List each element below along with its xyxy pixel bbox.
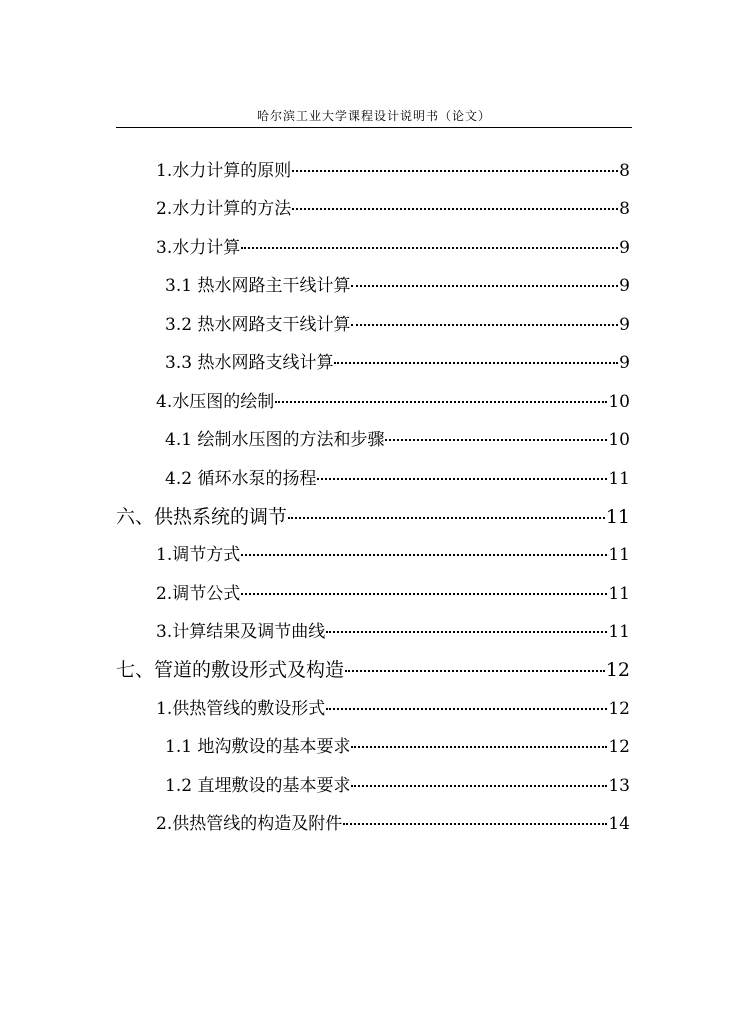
toc-leader-dots [241,554,607,556]
toc-entry-title: 3.3 热水网路支线计算 [165,353,334,373]
toc-entry[interactable] [165,312,630,338]
toc-entry[interactable] [165,273,630,299]
toc-entry-title: 3.水力计算 [156,238,241,258]
toc-entry[interactable] [165,427,630,453]
toc-leader-dots [241,593,607,595]
toc-entry[interactable] [156,389,630,415]
toc-entry-title: 六、供热系统的调节 [116,506,288,528]
toc-entry[interactable] [116,657,630,683]
toc-entry[interactable] [165,466,630,492]
toc-leader-dots [292,208,618,210]
toc-entry-page: 9 [619,238,630,258]
toc-entry[interactable] [156,158,630,184]
toc-entry[interactable] [156,581,630,607]
toc-entry-title: 1.水力计算的原则 [156,161,292,181]
toc-entry-page: 12 [608,699,630,719]
toc-entry-page: 9 [619,315,630,335]
toc-entry-title: 4.水压图的绘制 [156,392,275,412]
toc-entry-page: 8 [619,199,630,219]
toc-leader-dots [241,247,618,249]
toc-entry-page: 14 [608,814,630,834]
toc-entry[interactable] [156,196,630,222]
toc-entry-page: 9 [619,276,630,296]
toc-entry-title: 七、管道的敷设形式及构造 [116,659,345,681]
toc-leader-dots [351,285,618,287]
toc-leader-dots [334,362,618,364]
toc-entry-title: 4.2 循环水泵的扬程 [165,469,317,489]
toc-entry[interactable] [156,696,630,722]
toc-entry[interactable] [156,542,630,568]
toc-leader-dots [275,401,607,403]
toc-leader-dots [343,823,607,825]
toc-entry-title: 2.水力计算的方法 [156,199,292,219]
toc-entry[interactable] [156,619,630,645]
toc-entry-page: 8 [619,161,630,181]
toc-entry-page: 11 [608,545,630,565]
toc-entry-page: 13 [608,776,630,796]
toc-entry-title: 3.2 热水网路支干线计算 [165,315,351,335]
toc-entry-page: 9 [619,353,630,373]
toc-entry[interactable] [165,350,630,376]
toc-leader-dots [292,170,618,172]
toc-entry-page: 11 [608,469,630,489]
toc-entry[interactable] [156,811,630,837]
toc-leader-dots [288,517,605,519]
toc-entry-title: 4.1 绘制水压图的方法和步骤 [165,430,385,450]
toc-entry-page: 11 [608,584,630,604]
toc-entry-title: 1.供热管线的敷设形式 [156,699,326,719]
toc-entry-title: 1.调节方式 [156,545,241,565]
toc-leader-dots [351,324,618,326]
toc-leader-dots [326,631,607,633]
toc-leader-dots [326,708,607,710]
toc-leader-dots [317,478,607,480]
toc-entry-page: 12 [608,737,630,757]
toc-entry-page: 12 [605,659,630,681]
toc-entry-title: 3.计算结果及调节曲线 [156,622,326,642]
toc-leader-dots [351,785,607,787]
toc-entry-page: 10 [608,392,630,412]
toc-leader-dots [351,746,607,748]
toc-entry-title: 3.1 热水网路主干线计算 [165,276,351,296]
toc-entry[interactable] [165,734,630,760]
toc-leader-dots [385,439,607,441]
toc-entry[interactable] [116,504,630,530]
toc-leader-dots [345,670,605,672]
toc-entry-page: 11 [605,506,630,528]
toc-entry-page: 11 [608,622,630,642]
toc-entry[interactable] [165,773,630,799]
toc-entry-title: 1.1 地沟敷设的基本要求 [165,737,351,757]
page-header: 哈尔滨工业大学课程设计说明书（论文） [256,109,491,123]
toc-entry-page: 10 [608,430,630,450]
toc-entry-title: 2.调节公式 [156,584,241,604]
toc-entry-title: 1.2 直埋敷设的基本要求 [165,776,351,796]
toc-entry[interactable] [156,235,630,261]
toc-entry-title: 2.供热管线的构造及附件 [156,814,343,834]
